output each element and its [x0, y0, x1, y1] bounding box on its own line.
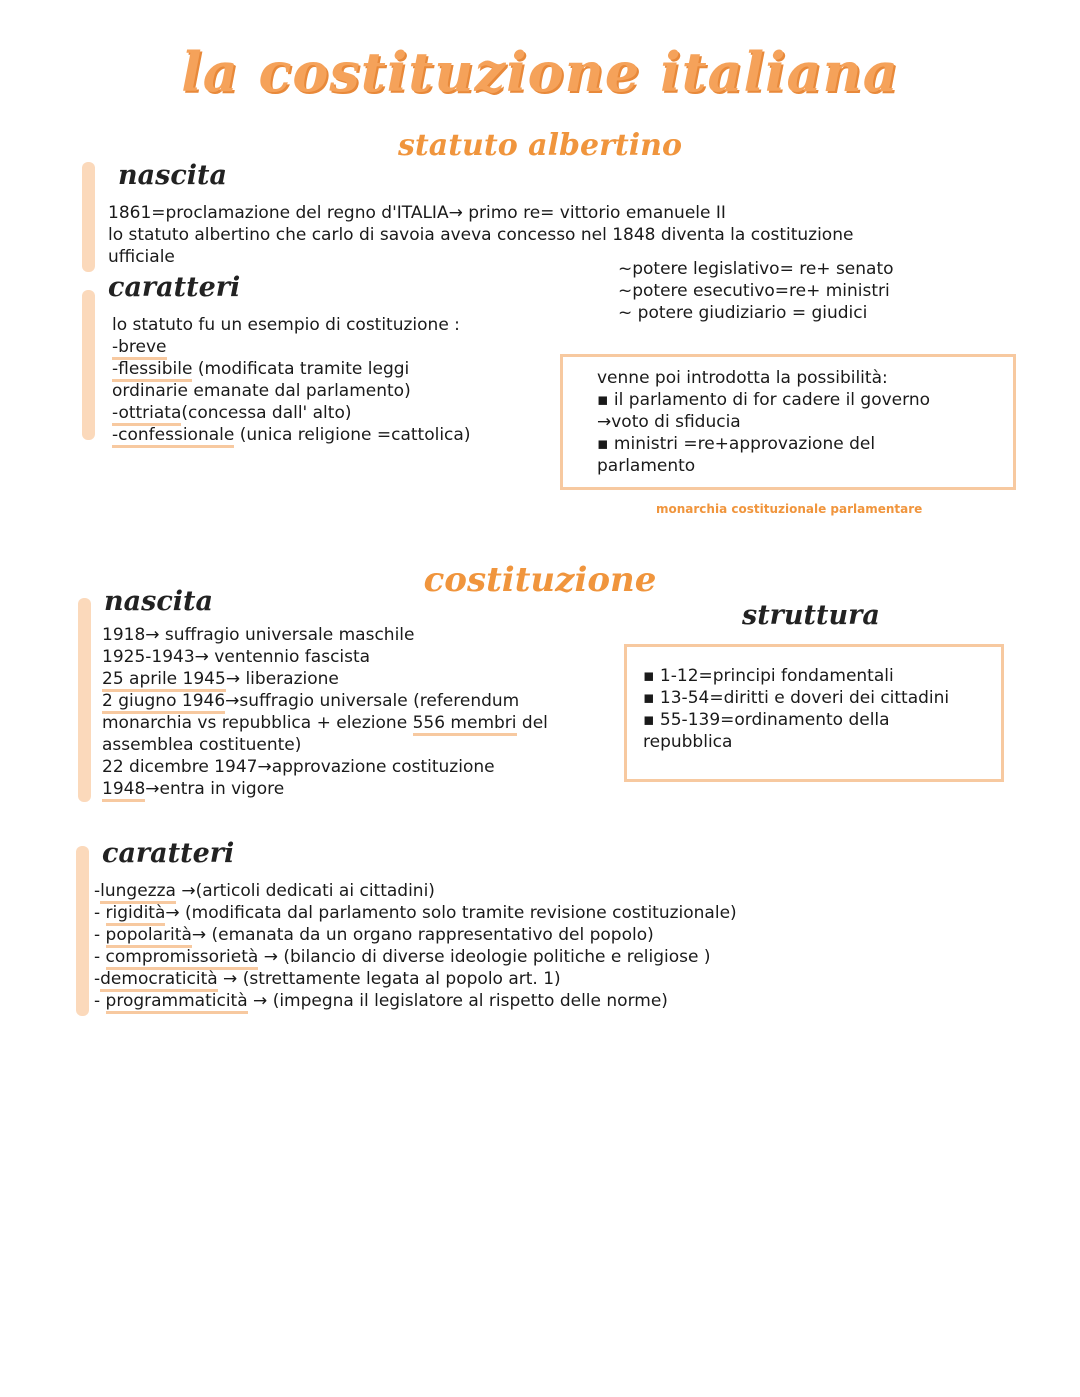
box-line: parlamento — [597, 456, 696, 476]
box-line: ▪ 55-139=ordinamento della — [643, 710, 890, 730]
parlamento-box — [560, 354, 1016, 490]
poteri-list — [618, 258, 894, 324]
list-item: - rigidità→ (modificata dal parlamento solo tramite revisione costituzionale) — [94, 902, 737, 924]
box-line: ▪ il parlamento di for cadere il governo — [597, 390, 930, 410]
list-item: -flessibile (modificata tramite leggi — [112, 358, 470, 380]
heading-caratteri-statuto: caratteri — [108, 272, 241, 303]
nascita-statuto-line: 1861=proclamazione del regno d'ITALIA→ primo re= vittorio emanuele II — [108, 203, 726, 223]
list-item: -democraticità → (strettamente legata al popolo art. 1) — [94, 968, 737, 990]
list-item: -lungezza →(articoli dedicati ai cittadini) — [94, 880, 737, 902]
list-item: ~potere esecutivo=re+ ministri — [618, 281, 890, 301]
page-title: la costituzione italiana — [181, 40, 899, 104]
nascita-statuto-line: ufficiale — [108, 247, 175, 267]
caratteri-statuto-intro: lo statuto fu un esempio di costituzione : — [112, 315, 460, 335]
caratteri-costituzione-list — [94, 880, 737, 1012]
section-title-costituzione: costituzione — [423, 560, 657, 600]
box-line: repubblica — [643, 732, 733, 752]
side-bar-nascita-costituzione — [78, 598, 91, 802]
list-item: - popolarità→ (emanata da un organo rappresentativo del popolo) — [94, 924, 737, 946]
side-bar-nascita-statuto — [82, 162, 95, 272]
note-monarchia: monarchia costituzionale parlamentare — [656, 502, 923, 516]
list-item: 1925-1943→ ventennio fascista — [102, 647, 371, 667]
nascita-costituzione-list — [102, 624, 548, 800]
side-bar-caratteri-costituzione — [76, 846, 89, 1016]
list-item: 22 dicembre 1947→approvazione costituzione — [102, 757, 495, 777]
list-item: ~ potere giudiziario = giudici — [618, 303, 868, 323]
list-item: 1948→entra in vigore — [102, 778, 548, 800]
box-line: →voto di sfiducia — [597, 412, 741, 432]
list-item: -ottriata(concessa dall' alto) — [112, 402, 470, 424]
box-line: venne poi introdotta la possibilità: — [597, 368, 888, 388]
list-item: assemblea costituente) — [102, 735, 302, 755]
list-item: ordinarie emanate dal parlamento) — [112, 381, 411, 401]
heading-nascita-statuto: nascita — [118, 160, 227, 191]
side-bar-caratteri-statuto — [82, 290, 95, 440]
heading-caratteri-costituzione: caratteri — [102, 838, 235, 869]
box-line: ▪ 13-54=diritti e doveri dei cittadini — [643, 688, 950, 708]
box-line: ▪ 1-12=principi fondamentali — [643, 666, 894, 686]
nascita-statuto-line: lo statuto albertino che carlo di savoia aveva concesso nel 1848 diventa la costituzione — [108, 225, 854, 245]
heading-struttura: struttura — [742, 600, 880, 631]
caratteri-statuto-list — [112, 314, 470, 446]
heading-nascita-costituzione: nascita — [104, 586, 213, 617]
list-item: 2 giugno 1946→suffragio universale (referendum — [102, 690, 548, 712]
box-line: ▪ ministri =re+approvazione del — [597, 434, 876, 454]
list-item: -breve — [112, 336, 470, 358]
section-title-statuto: statuto albertino — [398, 128, 682, 163]
list-item: 25 aprile 1945→ liberazione — [102, 668, 548, 690]
list-item: ~potere legislativo= re+ senato — [618, 259, 894, 279]
list-item: - compromissorietà → (bilancio di diverse ideologie politiche e religiose ) — [94, 946, 737, 968]
list-item: monarchia vs repubblica + elezione 556 membri del — [102, 712, 548, 734]
list-item: 1918→ suffragio universale maschile — [102, 625, 415, 645]
struttura-box — [624, 644, 1004, 782]
list-item: -confessionale (unica religione =cattolica) — [112, 424, 470, 446]
list-item: - programmaticità → (impegna il legislatore al rispetto delle norme) — [94, 990, 737, 1012]
